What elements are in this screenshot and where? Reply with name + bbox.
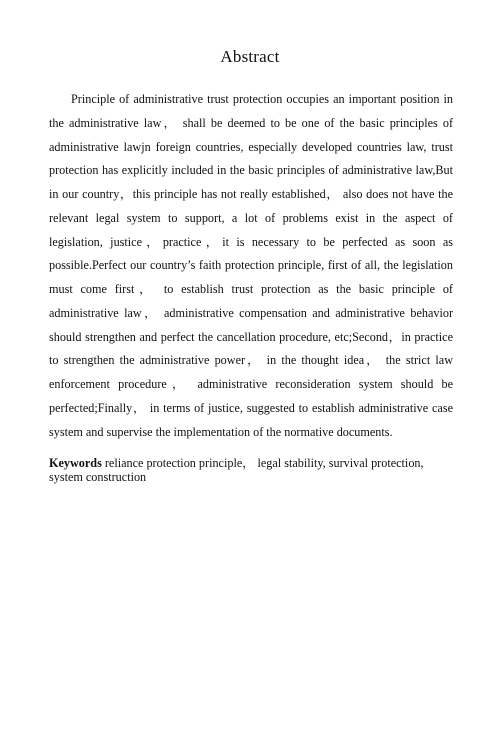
keywords-label: Keywords — [49, 456, 102, 471]
abstract-title: Abstract — [220, 47, 280, 66]
keywords-list: reliance protection principle， legal stability, survival protection, system construction — [49, 456, 424, 485]
abstract-body — [49, 88, 453, 484]
keywords-line — [49, 456, 453, 484]
abstract-paragraph: Principle of administrative trust protection occupies an important position in the administrative law， shall be deemed to be one of the basic principles of administrative lawjn foreign countries, especially developed countries law, trust protection has explicitly included in the basic principles of administrative law,But in our country，this principle has not really established， also does not have the relevant legal system to support, a lot of problems exist in the aspect of legislation, justice，practice，it is necessary to be perfected as soon as possible.Perfect our country’s faith protection principle, first of all, the legislation must come first， to establish trust protection as the basic principle of administrative law， administrative compensation and administrative behavior should strengthen and perfect the cancellation procedure, etc;Second，in practice to strengthen the administrative power， in the thought idea， the strict law enforcement procedure， administrative reconsideration system should be perfected;Finally， in terms of justice, suggested to establish administrative case system and supervise the implementation of the normative documents. — [49, 92, 453, 439]
